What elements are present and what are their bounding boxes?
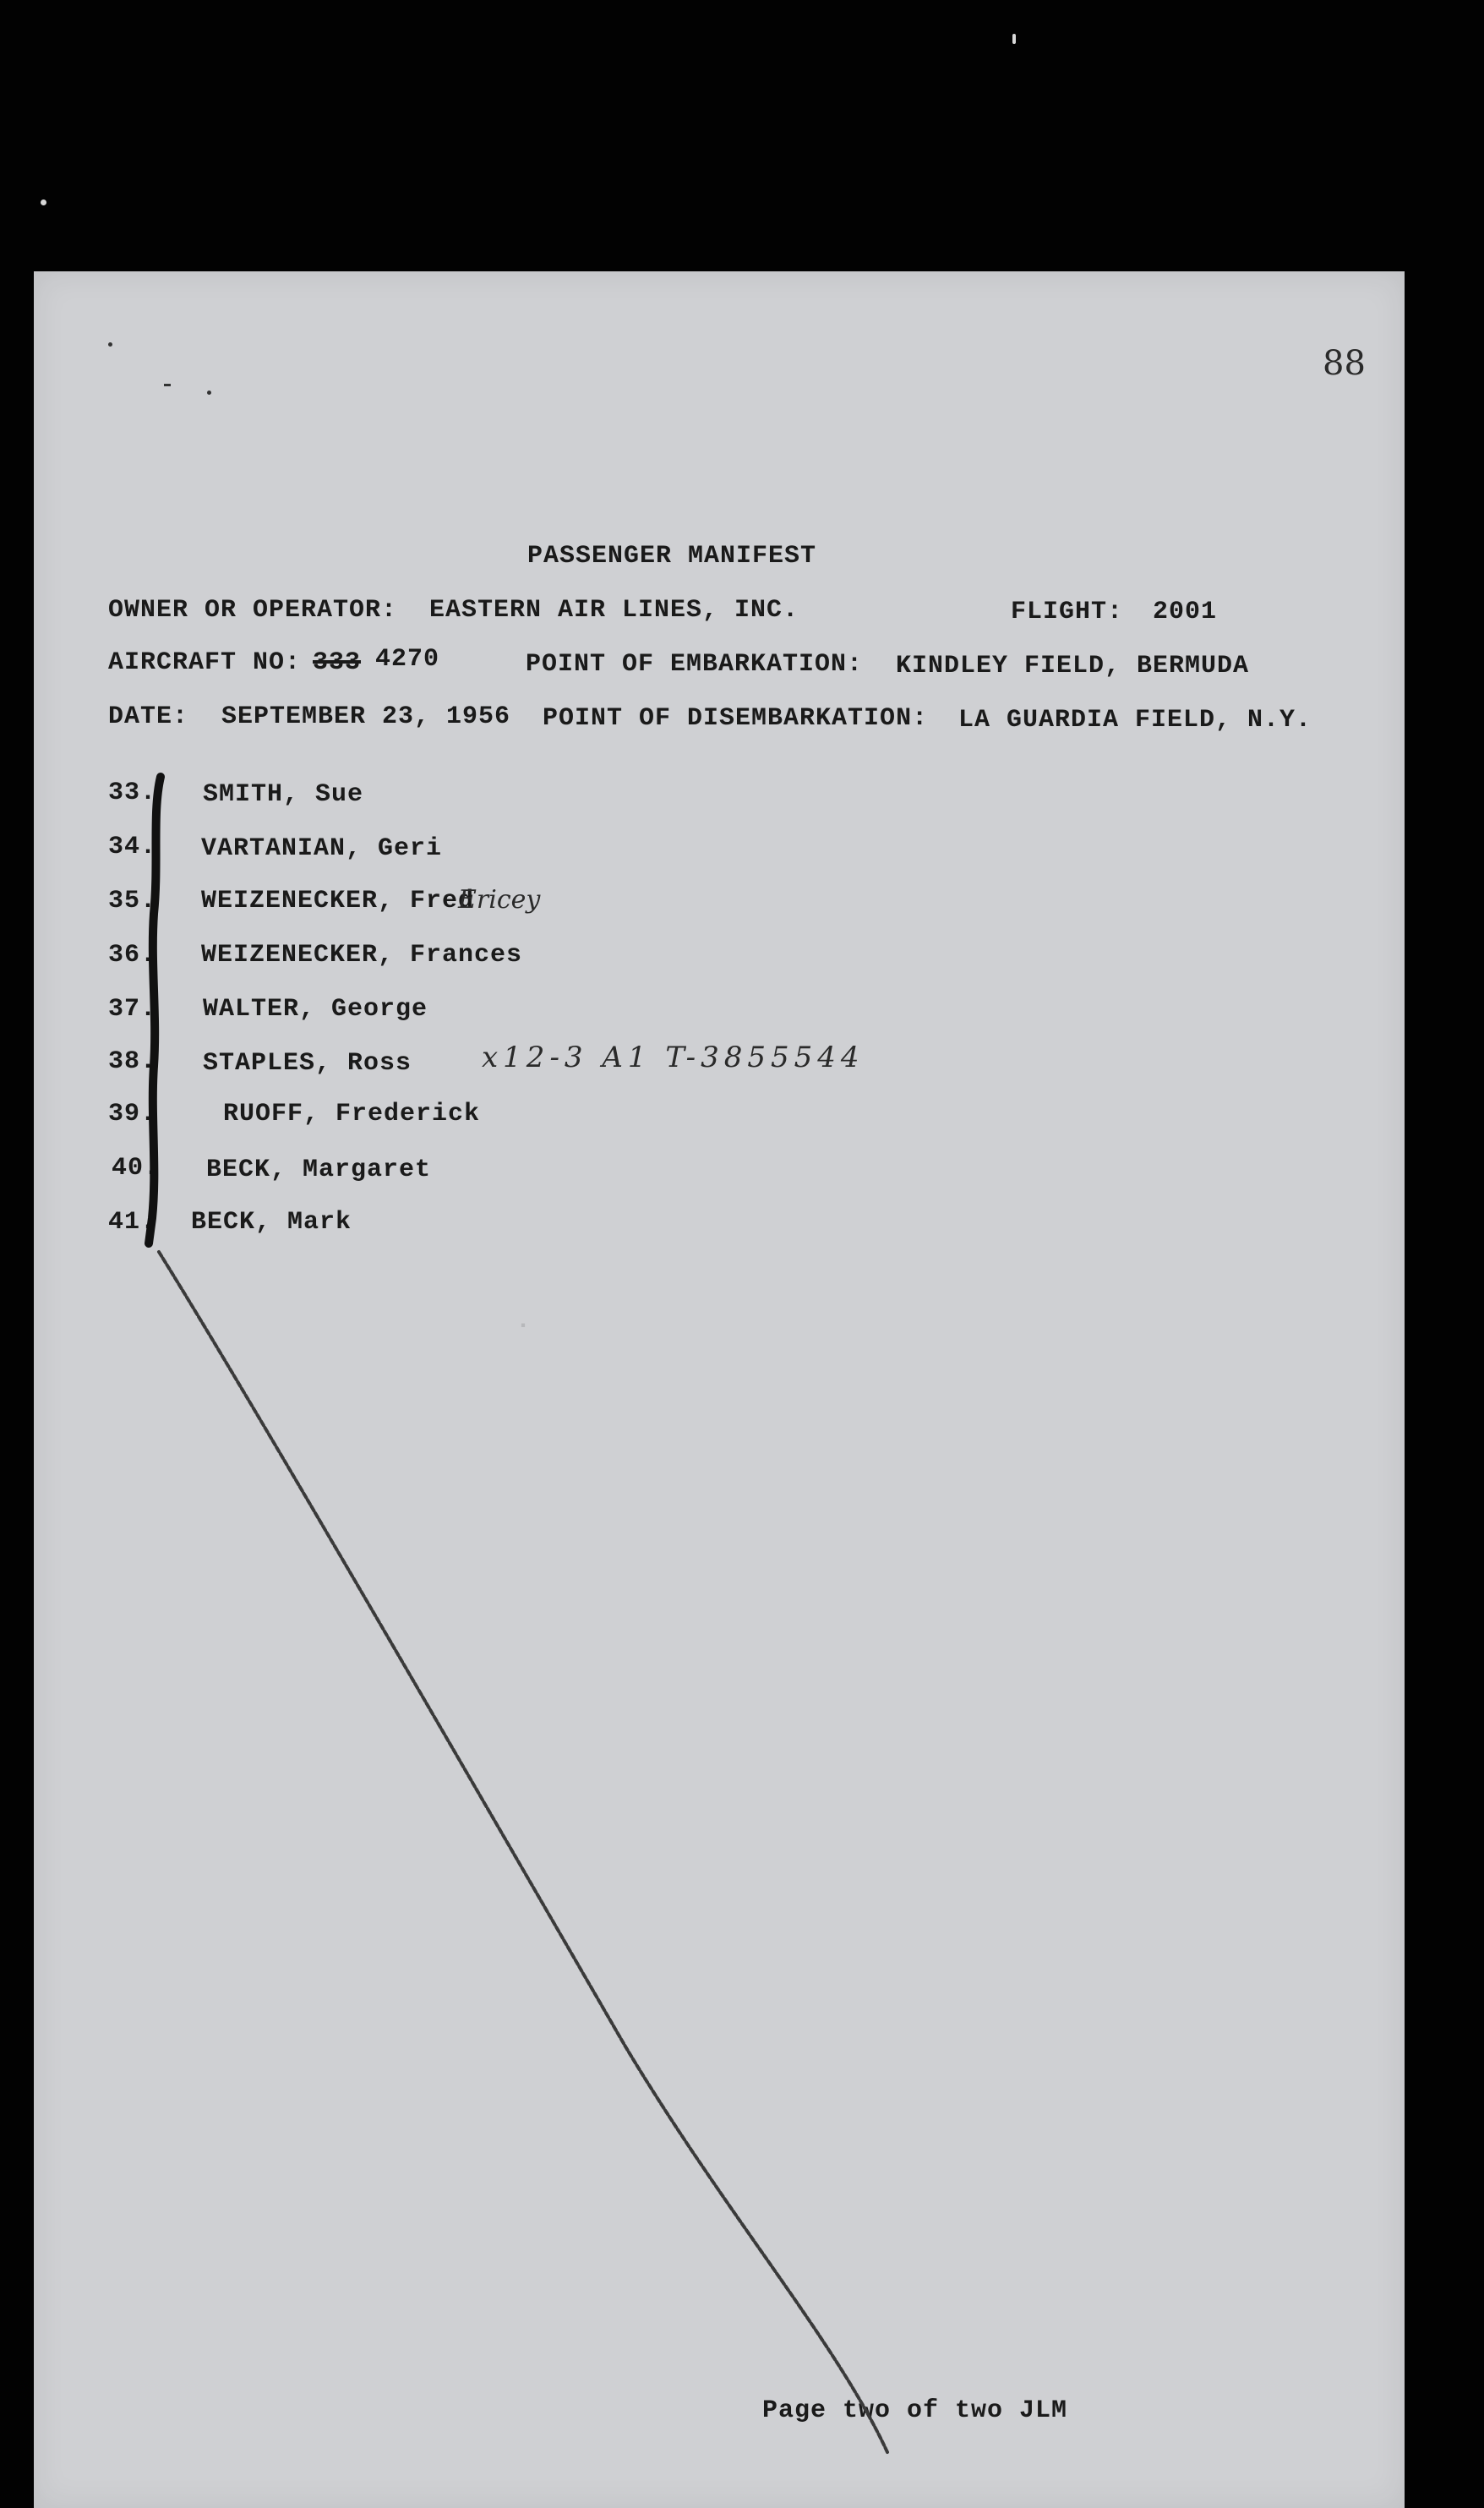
passenger-name: VARTANIAN, Geri (201, 834, 443, 863)
passenger-number: 38. (108, 1047, 157, 1076)
passenger-number: 37. (108, 995, 157, 1024)
embarkation-value: KINDLEY FIELD, BERMUDA (896, 652, 1250, 680)
handwritten-bracket-and-strike (34, 271, 1405, 2508)
passenger-number: 41. (108, 1208, 157, 1237)
owner-value: EASTERN AIR LINES, INC. (429, 596, 799, 625)
owner-label: OWNER OR OPERATOR: (108, 596, 398, 625)
manifest-page: . 88 PASSENGER MANIFEST OWNER OR OPERATOR: EASTERN AIR LINES, INC. FLIGHT: 2001 AIRCRAFT NO: 333 4270 POINT OF EMBARKATION: KINDLEY FIELD, BERMUDA DATE: SEPTEMBER 23, 1956 POINT OF DISEMBARKATION: LA GUARDIA FIELD, N.Y. 33. SMITH, Sue 34. VARTANIAN, Geri 35. WEIZENECKER, Fred Ericey 36. WEIZENECKER, Frances 37. WALTER, George 38. STAPLES, Ross x12-3 A1 T-3855544 39. RUOFF, Frederick 40. BECK, Margaret 41. BECK, Mark Page two of two JLM (34, 271, 1405, 2508)
dust-speck (41, 199, 46, 205)
passenger-name: WEIZENECKER, Fred (201, 887, 475, 915)
passenger-number: 34. (108, 833, 157, 861)
aircraft-value: 4270 (375, 645, 440, 674)
handwritten-note: x12-3 A1 T-3855544 (482, 1041, 865, 1074)
passenger-number: 40. (112, 1154, 161, 1183)
passenger-number: 35. (108, 887, 157, 915)
passenger-name: WEIZENECKER, Frances (201, 941, 523, 970)
page-number: 88 (1323, 344, 1366, 383)
passenger-name: STAPLES, Ross (203, 1049, 412, 1078)
page-footer: Page two of two JLM (762, 2396, 1068, 2425)
document-title: PASSENGER MANIFEST (527, 542, 817, 571)
disembarkation-value: LA GUARDIA FIELD, N.Y. (958, 706, 1312, 735)
embarkation-label: POINT OF EMBARKATION: (526, 650, 864, 679)
passenger-number: 36. (108, 941, 157, 970)
passenger-number: 33. (108, 779, 157, 807)
flight-label: FLIGHT: (1011, 598, 1124, 626)
passenger-name: BECK, Mark (191, 1208, 352, 1237)
handwritten-note: Ericey (458, 885, 541, 915)
passenger-name: SMITH, Sue (203, 780, 364, 809)
passenger-name: WALTER, George (203, 995, 428, 1024)
passenger-name: BECK, Margaret (206, 1156, 432, 1184)
passenger-name: RUOFF, Frederick (223, 1100, 481, 1128)
aircraft-label: AIRCRAFT NO: (108, 648, 302, 677)
disembarkation-label: POINT OF DISEMBARKATION: (543, 704, 929, 733)
flight-value: 2001 (1153, 598, 1218, 626)
date-value: SEPTEMBER 23, 1956 (221, 702, 511, 731)
aircraft-struck-number: 333 (313, 648, 362, 677)
date-label: DATE: (108, 702, 189, 731)
passenger-number: 39. (108, 1100, 157, 1128)
dust-speck (1012, 34, 1016, 44)
